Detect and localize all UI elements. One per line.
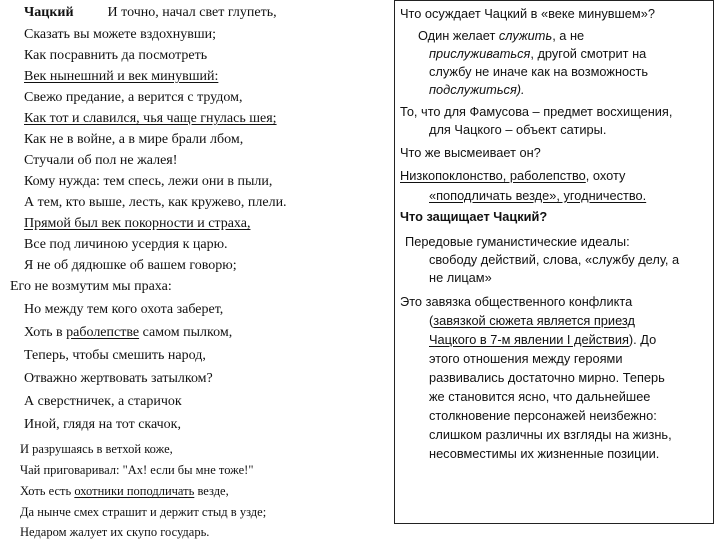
paragraph-4-line-2: (завязкой сюжета является приезд <box>429 313 635 328</box>
poem-line-16: Хоть в раболепстве самом пылком, <box>24 325 233 340</box>
poem-line-7: Как не в войне, а в мире брали лбом, <box>24 132 244 147</box>
poem-line-10: А тем, кто выше, лесть, как кружево, плели. <box>24 195 287 210</box>
answer-3-line-2: свободу действий, слова, «службу делу, а <box>429 252 680 267</box>
poem-line-23: Хоть есть охотники поподличать везде, <box>20 484 229 498</box>
answer-1-line-4: подслужиться). <box>429 82 525 97</box>
answer-3-line-1: Передовые гуманистические идеалы: <box>405 234 630 249</box>
poem-line-2: Сказать вы можете вздохнувши; <box>24 27 217 42</box>
paragraph-4-line-3: Чацкого в 7-м явлении I действия). До <box>429 332 657 347</box>
answer-2-line-2: «поподличать везде», угодничество. <box>429 188 647 203</box>
poem-line-8: Стучали об пол не жалея! <box>24 153 178 168</box>
poem-line-14: Его не возмутим мы праха: <box>10 279 172 294</box>
poem-line-15: Но между тем кого охота заберет, <box>24 302 224 317</box>
poem-line-20: Иной, глядя на тот скачок, <box>24 417 181 432</box>
poem-line-21: И разрушаясь в ветхой коже, <box>20 442 173 456</box>
speaker-name: Чацкий <box>24 5 74 20</box>
question-3: Что защищает Чацкий? <box>400 209 548 224</box>
question-2: Что же высмеивает он? <box>400 145 541 160</box>
poem-line-18: Отважно жертвовать затылком? <box>24 371 213 386</box>
poem-line-4: Век нынешний и век минувший: <box>24 69 219 84</box>
poem-line-19: А сверстничек, а старичок <box>24 394 182 409</box>
analysis-panel <box>394 0 714 524</box>
paragraph-2-line-1: То, что для Фамусова – предмет восхищения, <box>400 104 673 119</box>
paragraph-4-line-4: этого отношения между героями <box>429 351 623 366</box>
poem-line-6: Как тот и славился, чья чаще гнулась шея; <box>24 111 277 126</box>
poem-line-17: Теперь, чтобы смешить народ, <box>24 348 206 363</box>
answer-1-line-2: прислуживаться, другой смотрит на <box>429 46 647 61</box>
paragraph-4-line-5: развивались достаточно мирно. Теперь <box>429 370 665 385</box>
paragraph-4-line-1: Это завязка общественного конфликта <box>400 294 633 309</box>
question-1: Что осуждает Чацкий в «веке минувшем»? <box>400 6 655 21</box>
poem-line-13: Я не об дядюшке об вашем говорю; <box>24 258 237 273</box>
answer-3-line-3: не лицам» <box>429 270 492 285</box>
paragraph-4-line-7: столкновение персонажей неизбежно: <box>429 408 657 423</box>
poem-line-25: Недаром жалует их скупо государь. <box>20 525 210 539</box>
answer-1-line-1: Один желает служить, а не <box>418 28 585 43</box>
paragraph-2-line-2: для Чацкого – объект сатиры. <box>429 122 607 137</box>
paragraph-4-line-6: же становится ясно, что дальнейшее <box>429 389 651 404</box>
poem-line-11: Прямой был век покорности и страха, <box>24 216 251 231</box>
poem-line-12: Все под личиною усердия к царю. <box>24 237 228 252</box>
poem-line-24: Да нынче смех страшит и держит стыд в узде; <box>20 505 267 519</box>
poem-line-3: Как посравнить да посмотреть <box>24 48 208 63</box>
poem-line-5: Свежо предание, а верится с трудом, <box>24 90 243 105</box>
poem-line-1: Чацкий И точно, начал свет глупеть, <box>24 5 277 20</box>
poem-line-9: Кому нужда: тем спесь, лежи они в пыли, <box>24 174 273 189</box>
paragraph-4-line-9: несовместимы их жизненные позиции. <box>429 446 660 461</box>
poem-line-22: Чай приговаривал: "Ах! если бы мне тоже!" <box>20 463 254 477</box>
answer-2-line-1: Низкопоклонство, раболепство, охоту <box>400 168 626 183</box>
paragraph-4-line-8: слишком различны их взгляды на жизнь, <box>429 427 672 442</box>
answer-1-line-3: службу не иначе как на возможность <box>429 64 649 79</box>
